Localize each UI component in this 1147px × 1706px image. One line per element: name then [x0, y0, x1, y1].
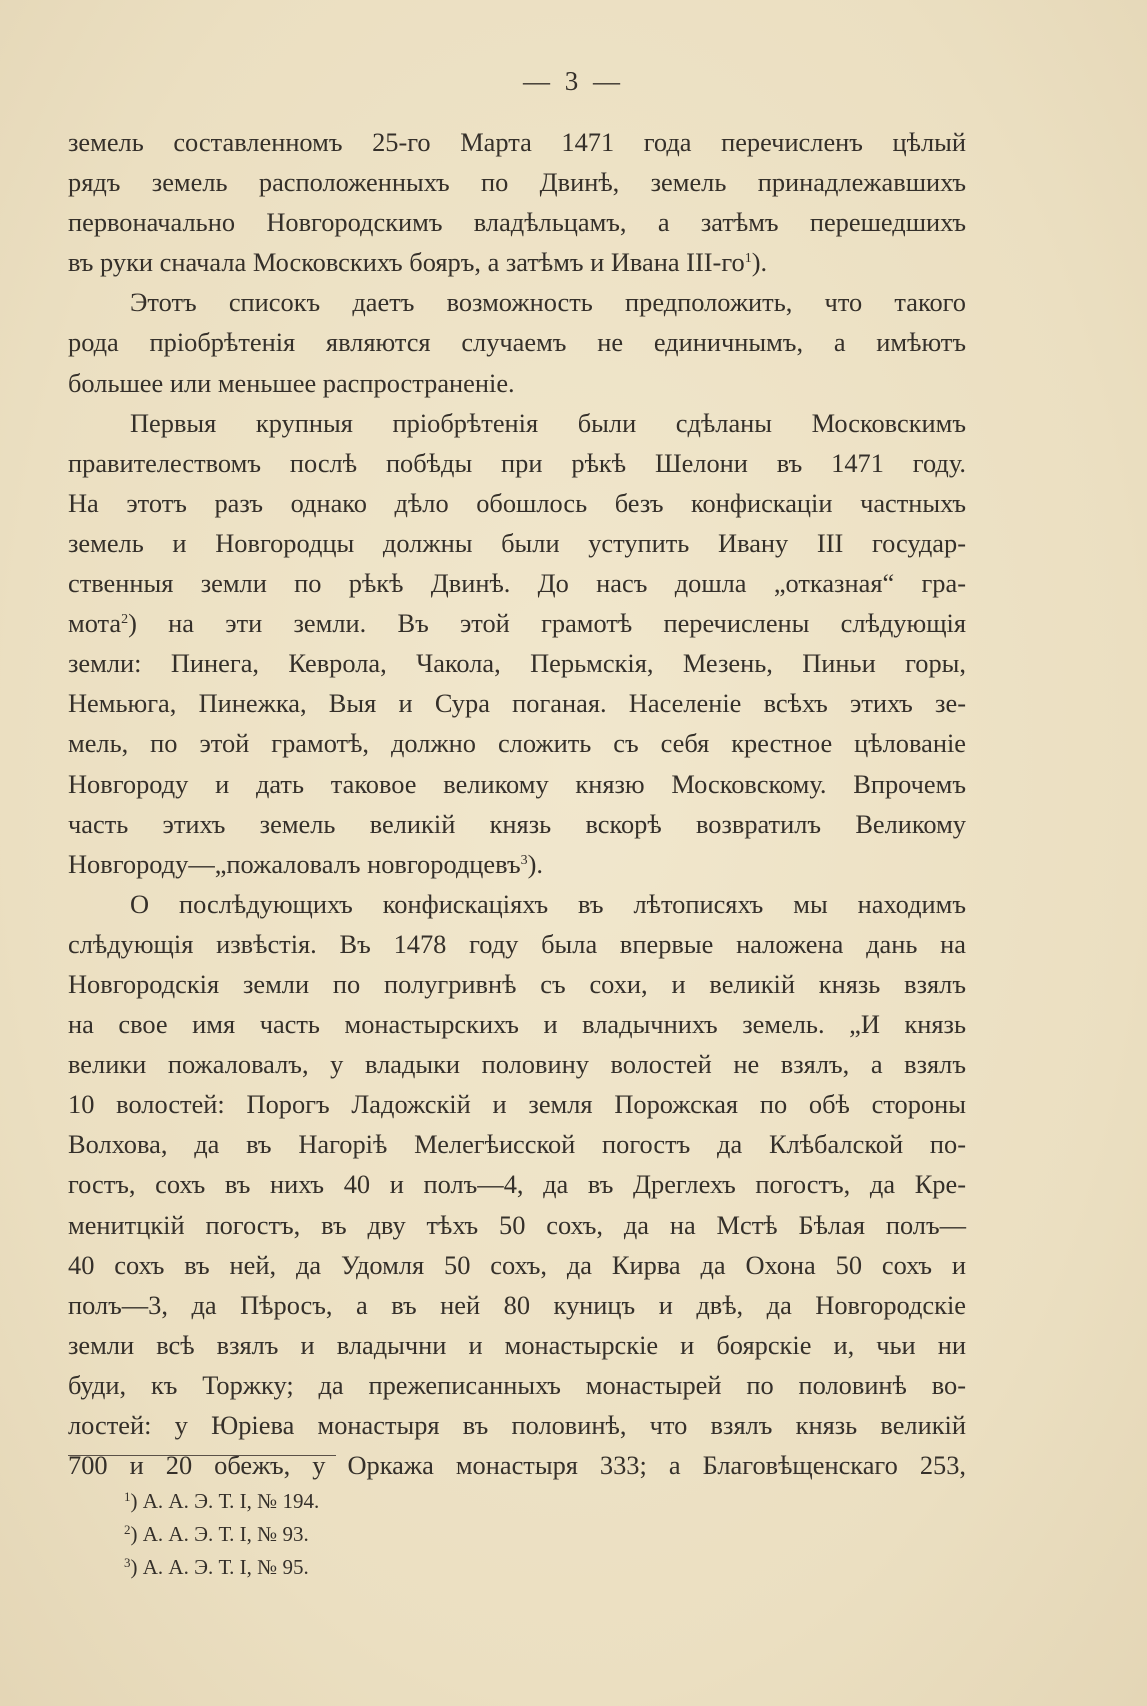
text-line: 700 и 20 обежъ, у Оркажа монастыря 333; а Благовѣщенскаго 253, — [68, 1450, 966, 1481]
text-line: Немьюга, Пинежка, Выя и Сура поганая. Населеніе всѣхъ этихъ зе- — [68, 688, 966, 719]
text-line: часть этихъ земель великій князь вскорѣ возвратилъ Великому — [68, 808, 966, 839]
text-line: земли: Пинега, Кеврола, Чакола, Перьмскія, Мезень, Пиньи горы, — [68, 648, 966, 679]
footnote: $^2$) А. А. Э. Т. I, № 93. — [124, 1522, 309, 1546]
text-line: 40 сохъ въ ней, да Удомля 50 сохъ, да Кирва да Охона 50 сохъ и — [68, 1249, 966, 1280]
text-line: первоначально Новгородскимъ владѣльцамъ, а затѣмъ перешедшихъ — [68, 207, 966, 238]
text-line: буди, къ Торжку; да прежеписанныхъ монастырей по половинѣ во- — [68, 1369, 966, 1400]
text-line: правителествомъ послѣ побѣды при рѣкѣ Шелони въ 1471 году. — [68, 447, 966, 478]
text-line: Новгородскія земли по полугривнѣ съ сохи, и великій князь взялъ — [68, 968, 966, 999]
text-line: Волхова, да въ Нагоріѣ Мелегѣисской погостъ да Клѣбалской по- — [68, 1129, 966, 1160]
text-line: земель и Новгородцы должны были уступить Ивану III государ- — [68, 527, 966, 558]
text-line: менитцкій погостъ, въ дву тѣхъ 50 сохъ, да на Мстѣ Бѣлая полъ— — [68, 1209, 966, 1240]
text-line: полъ—3, да Пѣросъ, а въ ней 80 куницъ и двѣ, да Новгородскіе — [68, 1289, 966, 1320]
text-line: рядъ земель расположенныхъ по Двинѣ, земель принадлежавшихъ — [68, 167, 966, 198]
text-line: Этотъ списокъ даетъ возможность предположить, что такого — [130, 287, 966, 318]
text-line: на свое имя часть монастырскихъ и владычнихъ земель. „И князь — [68, 1009, 966, 1040]
text-line: мота$^2$) на эти земли. Въ этой грамотѣ перечислены слѣдующія — [68, 608, 966, 639]
footnote-marker: 1 — [744, 251, 752, 267]
text-line: большее или меньшее распространеніе. — [68, 367, 515, 398]
footnotes — [124, 1485, 319, 1584]
text-line: ственныя земли по рѣкѣ Двинѣ. До насъ дошла „отказная“ гра- — [68, 568, 966, 599]
footnote-marker: 3 — [520, 852, 528, 868]
footnote-number: 1 — [124, 1489, 131, 1504]
body-text — [68, 122, 966, 1485]
text-line: рода пріобрѣтенія являются случаемъ не единичнымъ, а имѣютъ — [68, 327, 966, 358]
footnote: $^1$) А. А. Э. Т. I, № 194. — [124, 1489, 320, 1513]
footnote-number: 3 — [124, 1555, 131, 1570]
text-line: велики пожаловалъ, у владыки половину волостей не взялъ, а взялъ — [68, 1049, 966, 1080]
text-line: земли всѣ взялъ и владычни и монастырскіе и боярскіе и, чьи ни — [68, 1329, 966, 1360]
footnote-number: 2 — [124, 1522, 131, 1537]
text-line: На этотъ разъ однако дѣло обошлось безъ конфискаціи частныхъ — [68, 487, 966, 518]
text-line: О послѣдующихъ конфискаціяхъ въ лѣтописяхъ мы находимъ — [130, 888, 966, 919]
text-line: лостей: у Юріева монастыря въ половинѣ, что взялъ князь великій — [68, 1410, 966, 1440]
text-line: Новгороду—„пожаловалъ новгородцевъ$^3$). — [68, 848, 543, 879]
text-line: Первыя крупныя пріобрѣтенія были сдѣланы Московскимъ — [130, 407, 966, 438]
text-line: мель, по этой грамотѣ, должно сложить съ себя крестное цѣлованіе — [68, 728, 966, 759]
page-number: — 3 — — [523, 66, 624, 96]
footnote-rule — [68, 1455, 336, 1456]
text-line: Новгороду и дать таковое великому князю Московскому. Впрочемъ — [68, 768, 966, 799]
footnote-marker: 2 — [121, 612, 129, 628]
text-line: земель составленномъ 25-го Марта 1471 года перечисленъ цѣлый — [68, 127, 966, 157]
footnote: $^3$) А. А. Э. Т. I, № 95. — [124, 1555, 309, 1579]
text-line: гостъ, сохъ въ нихъ 40 и полъ—4, да въ Дреглехъ погостъ, да Кре- — [68, 1169, 966, 1200]
text-line: 10 волостей: Порогъ Ладожскій и земля Порожская по обѣ стороны — [68, 1089, 966, 1120]
text-line: слѣдующія извѣстія. Въ 1478 году была впервые наложена дань на — [68, 928, 966, 959]
text-line: въ руки сначала Московскихъ бояръ, а затѣмъ и Ивана III-$го^1$). — [68, 247, 768, 278]
